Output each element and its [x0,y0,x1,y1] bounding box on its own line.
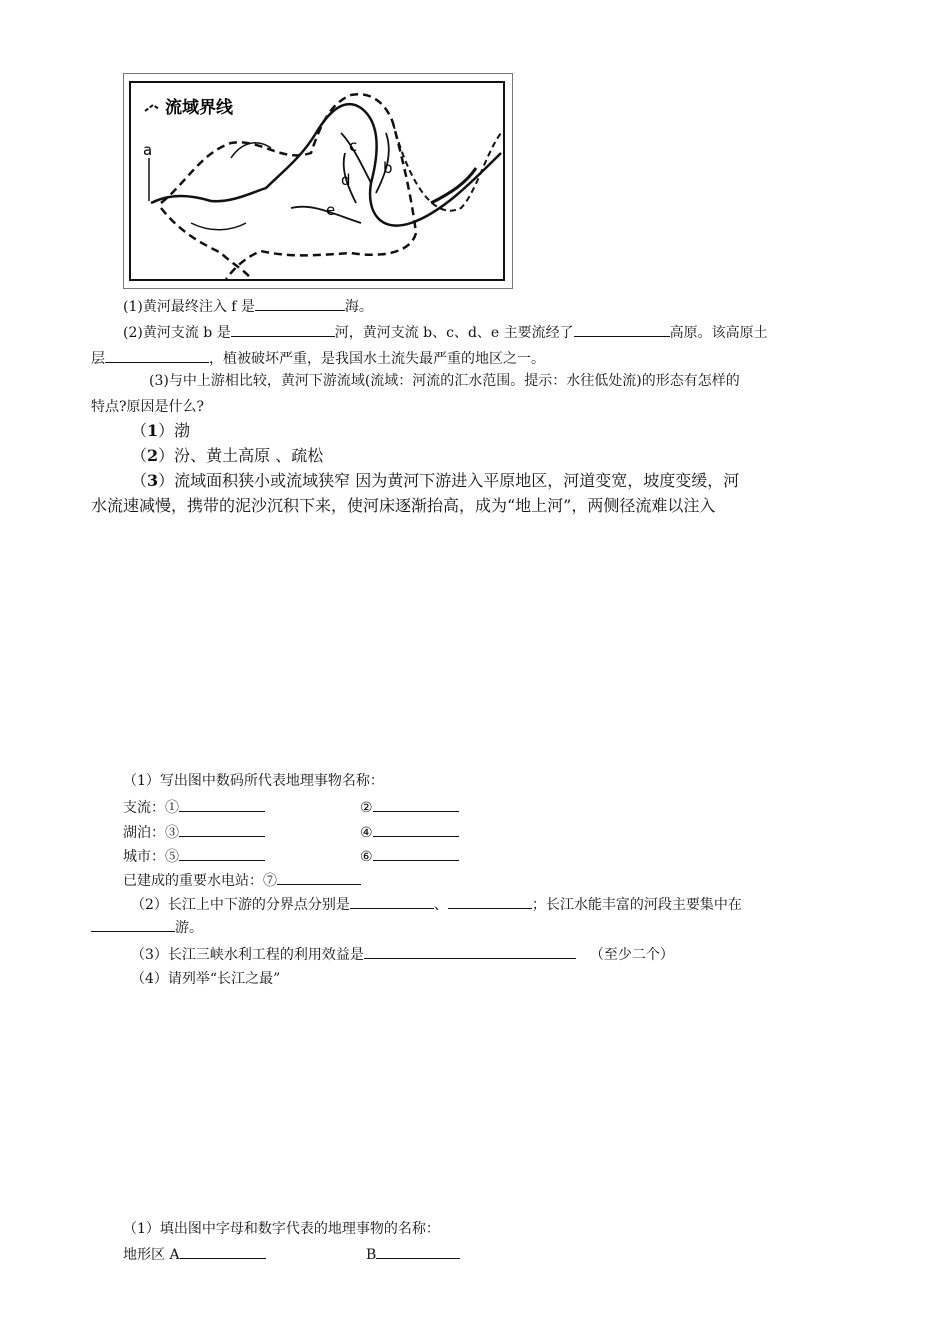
q1-answer-1: （1）渤 [131,421,191,440]
map-drawing [131,83,503,279]
map-label-d: d [341,171,351,189]
q2-lake-3: 湖泊：③ [123,822,265,842]
q2-city-5: 城市：⑤ [123,846,265,866]
q2-city-6: ⑥ [360,846,459,865]
map-label-a: a [143,141,153,159]
q1-answer-3: （3）流域面积狭小或流域狭窄 因为黄河下游进入平原地区，河道变宽，坡度变缓，河 [131,471,740,490]
q2-lake-4: ④ [360,822,459,841]
map-label-e: e [326,201,336,219]
q1-line5: 特点?原因是什么? [91,399,205,415]
q2-tributary-2: ② [360,797,459,816]
q1-line1: (1)黄河最终注入 f 是 海。 [123,296,373,316]
q3-region-a: 地形区 A [123,1244,266,1264]
q3-title: （1）填出图中字母和数字代表的地理事物的名称： [123,1221,440,1237]
q1-answer-2: （2）汾、黄土高原 、疏松 [131,446,324,465]
q2-question-3: （3）长江三峡水利工程的利用效益是 （至少二个） [131,944,674,964]
q1-answer-3-line2: 水流速减慢，携带的泥沙沉积下来，使河床逐渐抬高，成为“地上河”，两侧径流难以注入 [91,496,716,515]
q2-question-4: （4）请列举“长江之最” [131,971,281,987]
q3-region-b: B [366,1244,460,1263]
map-legend-label: 流域界线 [165,98,233,118]
q1-line3: 层 ，植被破坏严重，是我国水土流失最严重的地区之一。 [91,348,545,368]
q2-question-2: （2）长江上中下游的分界点分别是 、 ；长江水能丰富的河段主要集中在 [131,894,742,914]
q2-question-2-line2: 游。 [91,917,203,937]
map-border [129,81,505,281]
map-label-c: c [349,137,358,155]
q2-hydropower: 已建成的重要水电站：⑦ [123,870,361,890]
q1-line2: (2)黄河支流 b 是 河，黄河支流 b、c、d、e 主要流经了 高原。该高原土 [123,322,768,342]
q1-line4: (3)与中上游相比较，黄河下游流域(流域：河流的汇水范围。提示：水往低处流)的形态有怎样的 [149,373,740,389]
q2-tributary-1: 支流：① [123,797,265,817]
yellow-river-basin-map [123,73,513,289]
q2-title: （1）写出图中数码所代表地理事物名称： [123,773,384,789]
map-label-b: b [383,159,393,177]
